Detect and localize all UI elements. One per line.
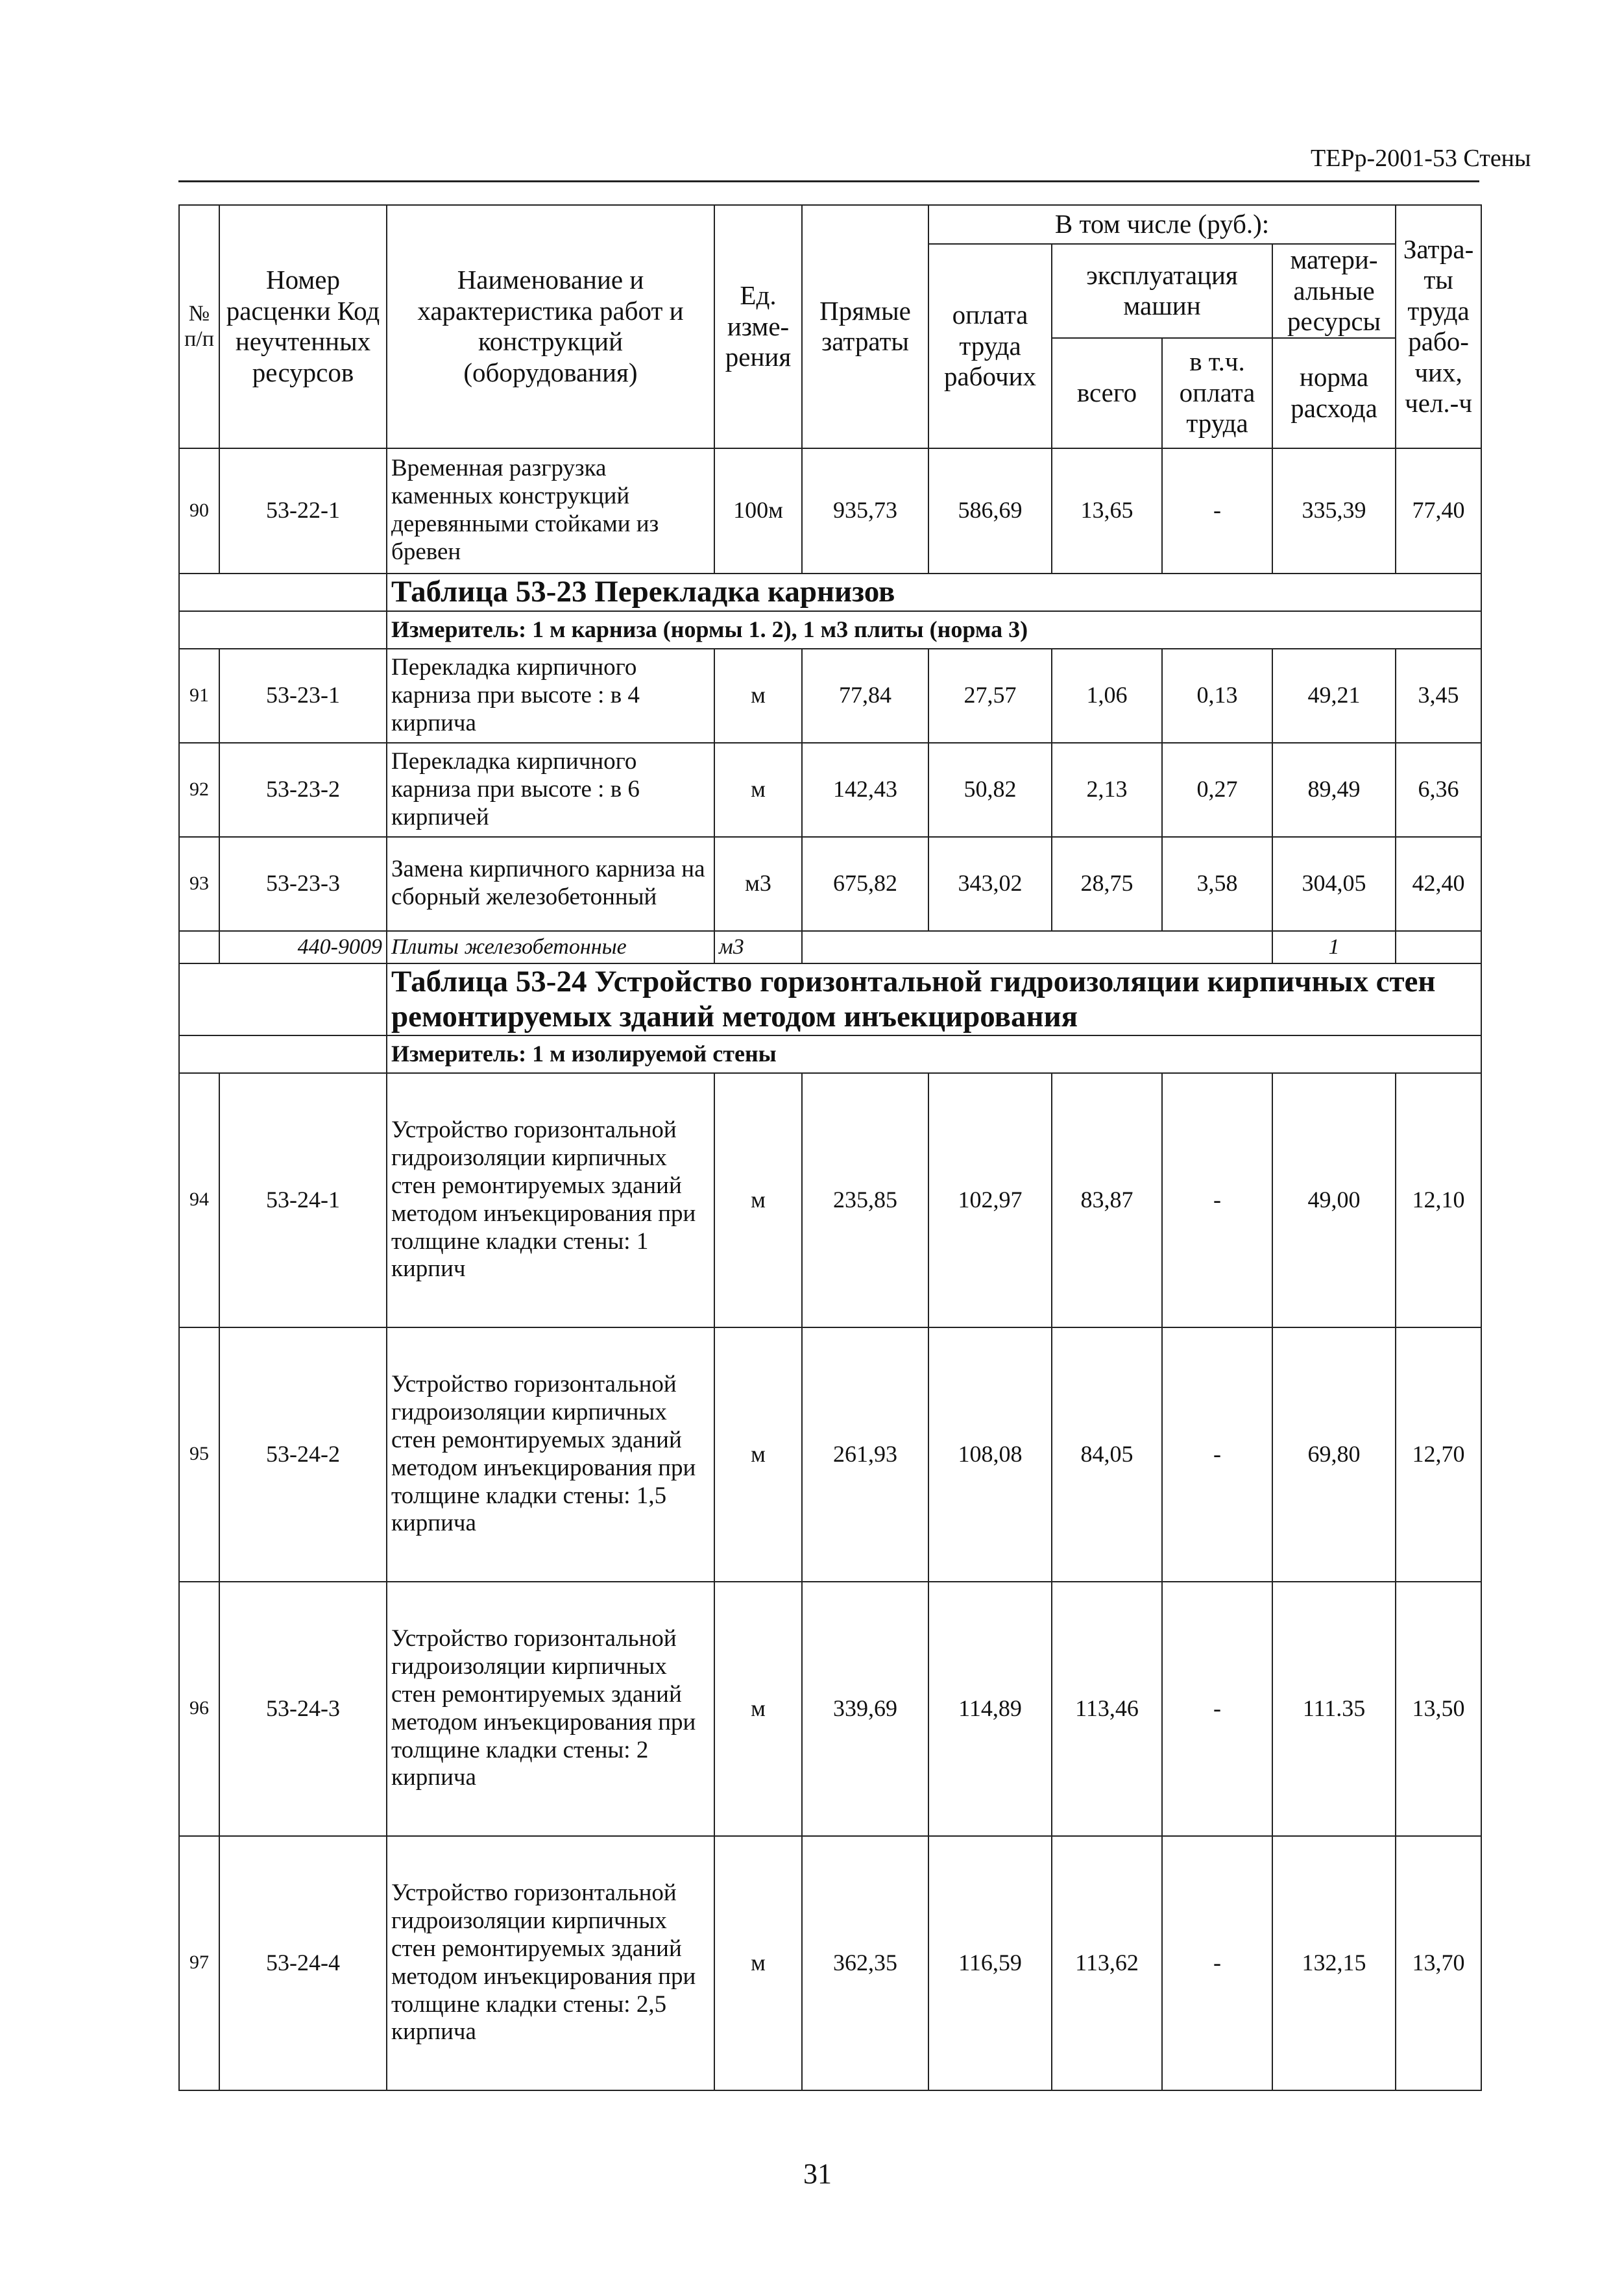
row-no: 93 bbox=[179, 837, 219, 931]
rates-table bbox=[178, 204, 1482, 2091]
row-mach-pay: - bbox=[1162, 1582, 1272, 1836]
row-direct: 142,43 bbox=[802, 743, 928, 837]
row-direct: 675,82 bbox=[802, 837, 928, 931]
row-pay: 27,57 bbox=[928, 649, 1052, 743]
row-labor: 6,36 bbox=[1396, 743, 1481, 837]
row-mat: 49,21 bbox=[1272, 649, 1396, 743]
row-unit: 100м bbox=[714, 448, 802, 574]
row-pay: 102,97 bbox=[928, 1073, 1052, 1327]
row-unit: м bbox=[714, 1327, 802, 1582]
row-mach-pay: 0,27 bbox=[1162, 743, 1272, 837]
row-name: Временная разгрузка каменных конструкций деревянными стойками из бревен bbox=[387, 448, 714, 574]
row-name: Устройство горизонтальной гидроизоляции кирпичных стен ремонтируемых зданий методом инъекцирования при толщине кладки стены: 2 кирпича bbox=[387, 1582, 714, 1836]
row-mat: 304,05 bbox=[1272, 837, 1396, 931]
row-direct: 935,73 bbox=[802, 448, 928, 574]
row-no: 95 bbox=[179, 1327, 219, 1582]
row-direct: 77,84 bbox=[802, 649, 928, 743]
col-header-materials-norm: норма расхода bbox=[1272, 338, 1396, 448]
table-row bbox=[179, 1582, 1481, 1836]
row-unit: м bbox=[714, 1073, 802, 1327]
row-no: 91 bbox=[179, 649, 219, 743]
col-header-machines-group: эксплуатация машин bbox=[1052, 244, 1272, 338]
row-no: 97 bbox=[179, 1836, 219, 2090]
row-code: 53-24-2 bbox=[219, 1327, 387, 1582]
resource-unit: м3 bbox=[714, 931, 802, 963]
table-53-24-measure: Измеритель: 1 м изолируемой стены bbox=[387, 1035, 1481, 1073]
col-header-direct: Прямые затраты bbox=[802, 205, 928, 448]
running-head: ТЕРр-2001-53 Стены bbox=[1311, 145, 1531, 172]
row-labor: 12,70 bbox=[1396, 1327, 1481, 1582]
col-header-no: № п/п bbox=[179, 205, 219, 448]
row-mat: 49,00 bbox=[1272, 1073, 1396, 1327]
row-mach: 13,65 bbox=[1052, 448, 1162, 574]
row-direct: 362,35 bbox=[802, 1836, 928, 2090]
row-mach: 84,05 bbox=[1052, 1327, 1162, 1582]
row-name: Устройство горизонтальной гидроизоляции кирпичных стен ремонтируемых зданий методом инъекцирования при толщине кладки стены: 2,5 кирпича bbox=[387, 1836, 714, 2090]
row-mat: 69,80 bbox=[1272, 1327, 1396, 1582]
row-mat: 111.35 bbox=[1272, 1582, 1396, 1836]
row-mach-pay: - bbox=[1162, 1836, 1272, 2090]
col-header-unit: Ед. изме-рения bbox=[714, 205, 802, 448]
col-header-labor-cost: Затра-ты труда рабо-чих, чел.-ч bbox=[1396, 205, 1481, 448]
row-unit: м bbox=[714, 743, 802, 837]
row-pay: 50,82 bbox=[928, 743, 1052, 837]
resource-name: Плиты железобетонные bbox=[387, 931, 714, 963]
col-header-name: Наименование и характеристика работ и конструкций (оборудования) bbox=[387, 205, 714, 448]
row-unit: м bbox=[714, 649, 802, 743]
row-labor: 13,70 bbox=[1396, 1836, 1481, 2090]
row-unit: м bbox=[714, 1582, 802, 1836]
row-no: 96 bbox=[179, 1582, 219, 1836]
resource-code: 440-9009 bbox=[219, 931, 387, 963]
col-header-incl-group: В том числе (руб.): bbox=[928, 205, 1396, 244]
table-row bbox=[179, 1327, 1481, 1582]
row-name: Перекладка кирпичного карниза при высоте : в 4 кирпича bbox=[387, 649, 714, 743]
col-header-labor-pay: оплата труда рабочих bbox=[928, 244, 1052, 448]
row-pay: 343,02 bbox=[928, 837, 1052, 931]
row-mat: 132,15 bbox=[1272, 1836, 1396, 2090]
row-code: 53-24-3 bbox=[219, 1582, 387, 1836]
row-pay: 108,08 bbox=[928, 1327, 1052, 1582]
row-mach: 113,46 bbox=[1052, 1582, 1162, 1836]
row-code: 53-24-4 bbox=[219, 1836, 387, 2090]
row-mach-pay: - bbox=[1162, 1327, 1272, 1582]
row-mach-pay: - bbox=[1162, 448, 1272, 574]
row-labor: 42,40 bbox=[1396, 837, 1481, 931]
row-labor: 3,45 bbox=[1396, 649, 1481, 743]
row-code: 53-23-3 bbox=[219, 837, 387, 931]
row-name: Замена кирпичного карниза на сборный железобетонный bbox=[387, 837, 714, 931]
row-name: Устройство горизонтальной гидроизоляции кирпичных стен ремонтируемых зданий методом инъекцирования при толщине кладки стены: 1 кирпич bbox=[387, 1073, 714, 1327]
row-code: 53-22-1 bbox=[219, 448, 387, 574]
row-pay: 114,89 bbox=[928, 1582, 1052, 1836]
table-53-23-measure: Измеритель: 1 м карниза (нормы 1. 2), 1 м3 плиты (норма 3) bbox=[387, 611, 1481, 649]
table-row bbox=[179, 649, 1481, 743]
row-mat: 335,39 bbox=[1272, 448, 1396, 574]
table-53-24-title: Таблица 53-24 Устройство горизонтальной гидроизоляции кирпичных стен ремонтируемых зданий методом инъекцирования bbox=[387, 963, 1481, 1035]
row-mach-pay: - bbox=[1162, 1073, 1272, 1327]
row-name: Устройство горизонтальной гидроизоляции кирпичных стен ремонтируемых зданий методом инъекцирования при толщине кладки стены: 1,5 кирпича bbox=[387, 1327, 714, 1582]
row-mach: 1,06 bbox=[1052, 649, 1162, 743]
row-no: 94 bbox=[179, 1073, 219, 1327]
row-mach-pay: 3,58 bbox=[1162, 837, 1272, 931]
table-53-23-title: Таблица 53-23 Перекладка карнизов bbox=[387, 574, 1481, 611]
row-labor: 13,50 bbox=[1396, 1582, 1481, 1836]
row-no: 90 bbox=[179, 448, 219, 574]
row-pay: 116,59 bbox=[928, 1836, 1052, 2090]
row-direct: 235,85 bbox=[802, 1073, 928, 1327]
col-header-machines-labor: в т.ч. оплата труда bbox=[1162, 338, 1272, 448]
row-mat: 89,49 bbox=[1272, 743, 1396, 837]
row-no: 92 bbox=[179, 743, 219, 837]
row-mach: 28,75 bbox=[1052, 837, 1162, 931]
row-name: Перекладка кирпичного карниза при высоте : в 6 кирпичей bbox=[387, 743, 714, 837]
table-row bbox=[179, 743, 1481, 837]
row-unit: м3 bbox=[714, 837, 802, 931]
page-number: 31 bbox=[803, 2158, 832, 2190]
table-row bbox=[179, 837, 1481, 931]
row-direct: 339,69 bbox=[802, 1582, 928, 1836]
row-code: 53-23-1 bbox=[219, 649, 387, 743]
row-code: 53-23-2 bbox=[219, 743, 387, 837]
row-mach: 83,87 bbox=[1052, 1073, 1162, 1327]
resource-row bbox=[179, 931, 1481, 963]
row-unit: м bbox=[714, 1836, 802, 2090]
row-mach-pay: 0,13 bbox=[1162, 649, 1272, 743]
table-row bbox=[179, 1836, 1481, 2090]
table-row bbox=[179, 448, 1481, 574]
col-header-machines-total: всего bbox=[1052, 338, 1162, 448]
row-code: 53-24-1 bbox=[219, 1073, 387, 1327]
col-header-code: Номер расценки Код неучтенных ресурсов bbox=[219, 205, 387, 448]
row-labor: 12,10 bbox=[1396, 1073, 1481, 1327]
row-direct: 261,93 bbox=[802, 1327, 928, 1582]
row-pay: 586,69 bbox=[928, 448, 1052, 574]
row-mach: 2,13 bbox=[1052, 743, 1162, 837]
row-labor: 77,40 bbox=[1396, 448, 1481, 574]
resource-norm: 1 bbox=[1272, 931, 1396, 963]
header-rule bbox=[178, 180, 1479, 182]
row-mach: 113,62 bbox=[1052, 1836, 1162, 2090]
col-header-materials-group: матери-альные ресурсы bbox=[1272, 244, 1396, 338]
table-row bbox=[179, 1073, 1481, 1327]
